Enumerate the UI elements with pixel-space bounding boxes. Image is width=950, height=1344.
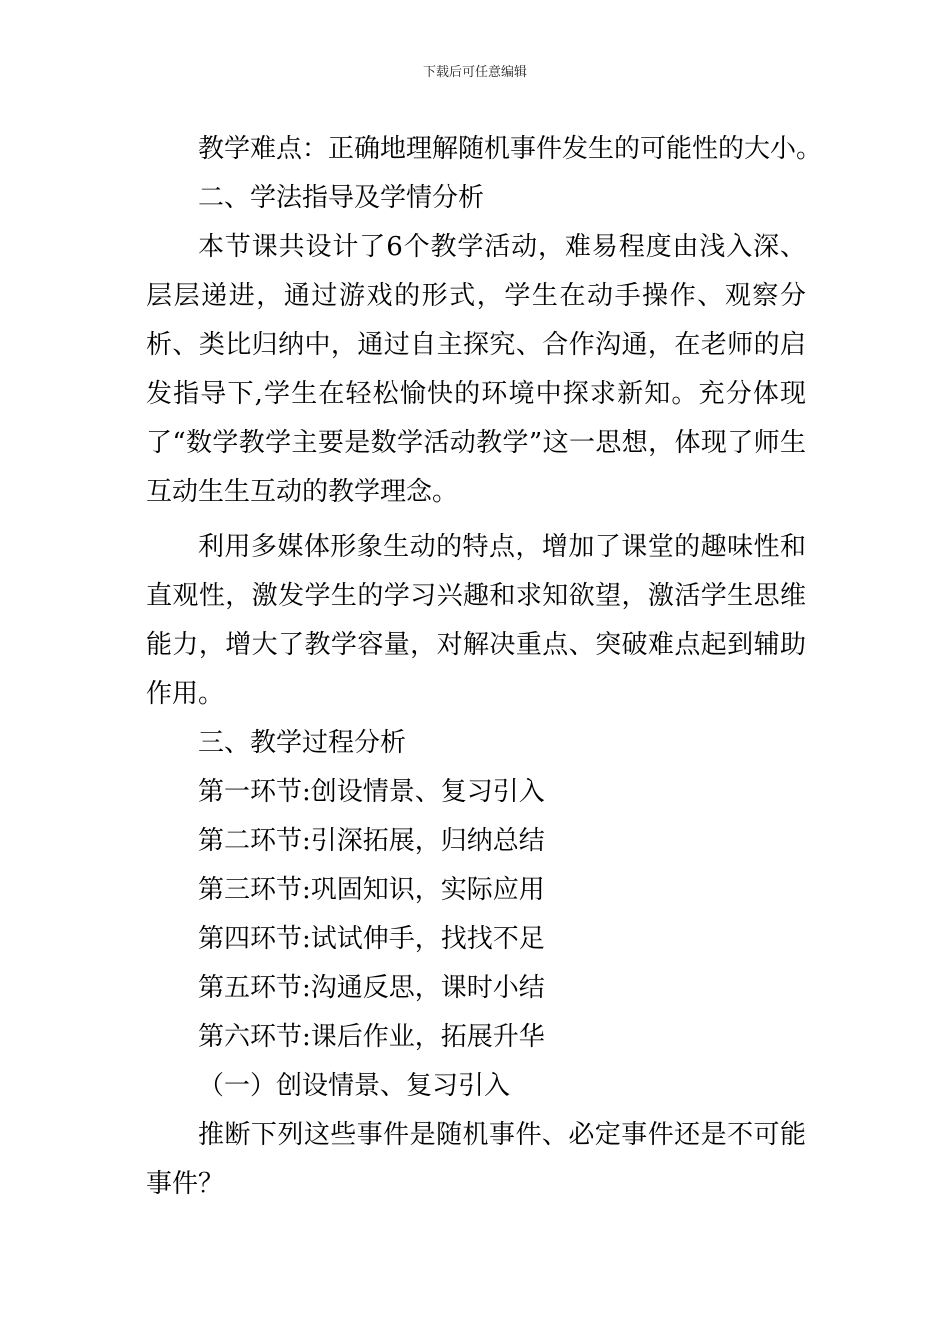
- step-6: 第六环节:课后作业，拓展升华: [198, 1022, 545, 1052]
- question-paragraph: 推断下列这些事件是随机事件、必定事件还是不可能事件？: [146, 1120, 806, 1199]
- section-2-paragraph-1: 本节课共设计了6个教学活动，难易程度由浅入深、层层递进，通过游戏的形式，学生在动手操作、观察分析、类比归纳中，通过自主探究、合作沟通，在老师的启发指导下,学生在轻松愉快的环境中探求新知。充分体现了“数学教学主要是数学活动教学”这一思想，体现了师生互动生生互动的教学理念。: [146, 232, 806, 507]
- step-2: 第二环节:引深拓展，归纳总结: [198, 826, 545, 856]
- step-3: 第三环节:巩固知识，实际应用: [198, 875, 545, 905]
- section-heading-3: 三、教学过程分析: [198, 728, 407, 758]
- teaching-difficulty: 教学难点：正确地理解随机事件发生的可能性的大小。: [198, 134, 823, 164]
- sub-heading-1: （一）创设情景、复习引入: [198, 1071, 511, 1101]
- document-body: [146, 125, 823, 1209]
- page-header-note: 下载后可任意编辑: [422, 65, 527, 80]
- step-1: 第一环节:创设情景、复习引入: [198, 777, 545, 807]
- step-5: 第五环节:沟通反思，课时小结: [198, 973, 545, 1003]
- section-heading-2: 二、学法指导及学情分析: [198, 183, 485, 213]
- step-4: 第四环节:试试伸手，找找不足: [198, 924, 545, 954]
- section-2-paragraph-2: 利用多媒体形象生动的特点，增加了课堂的趣味性和直观性，激发学生的学习兴趣和求知欲望，激活学生思维能力，增大了教学容量，对解决重点、突破难点起到辅助作用。: [146, 532, 806, 709]
